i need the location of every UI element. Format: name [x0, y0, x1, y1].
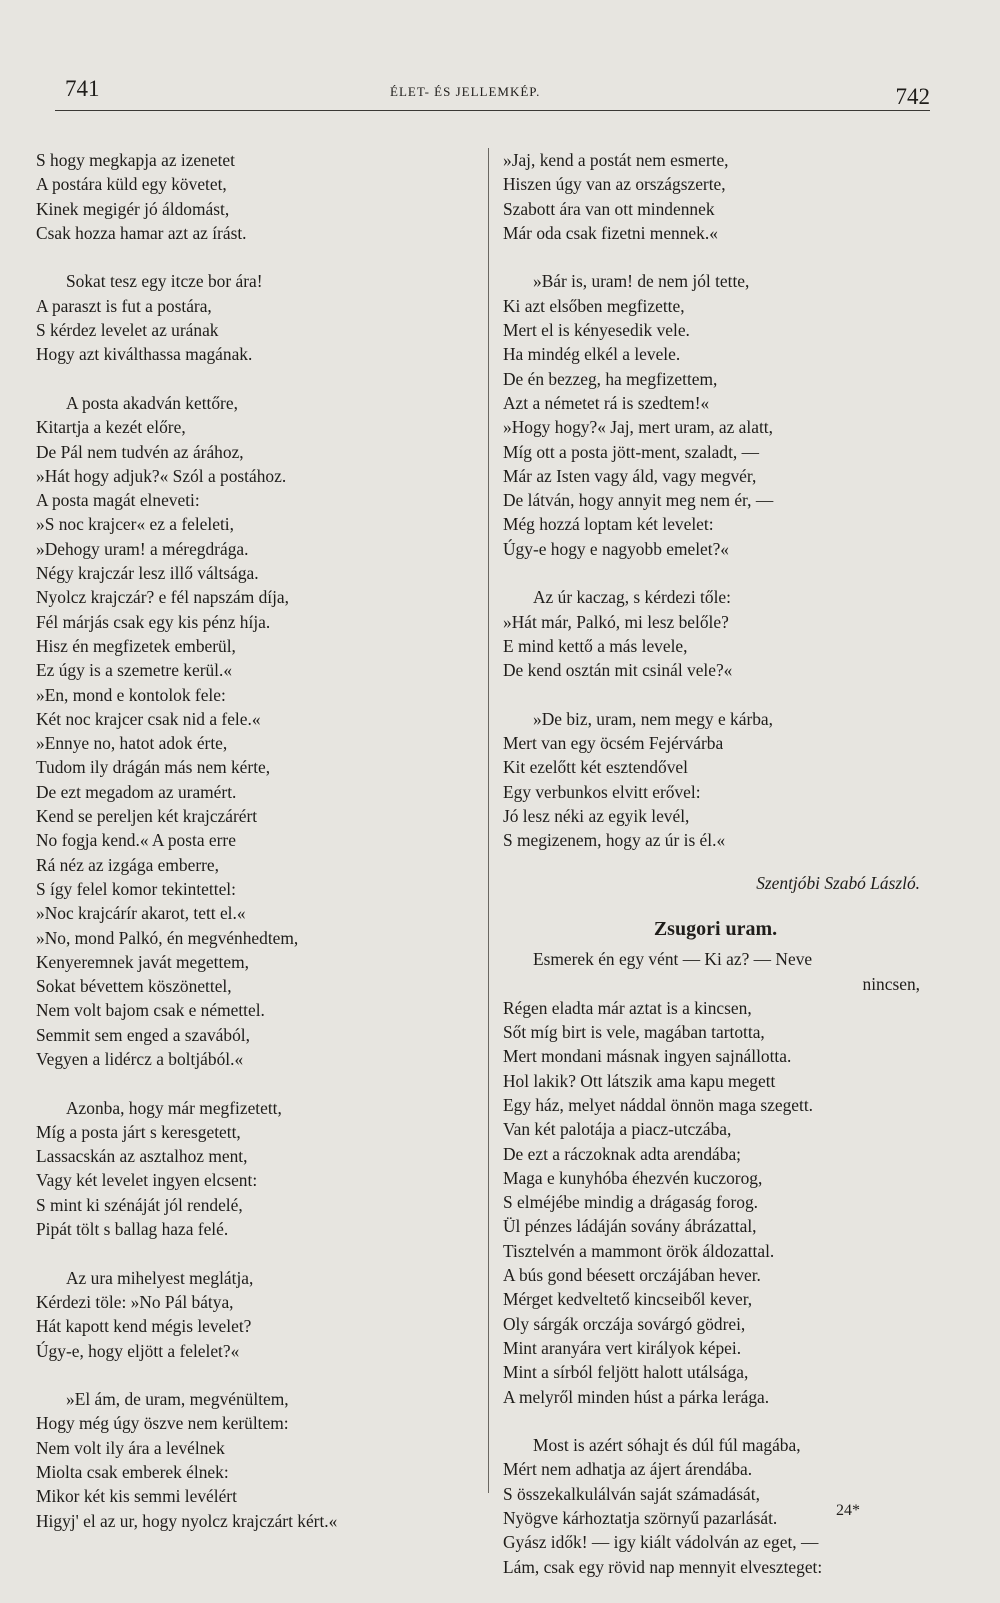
verse-line: Sőt míg birt is vele, magában tartotta, [503, 1022, 765, 1043]
verse-line: Nem volt ily ára a levélnek [36, 1437, 225, 1458]
verse-line: No fogja kend.« A posta erre [36, 830, 236, 851]
verse-line: Mint aranyára vert királyok képei. [503, 1337, 742, 1358]
verse-line: De ezt megadom az uramért. [36, 781, 237, 802]
verse-line: Úgy-e, hogy eljött a felelet?« [36, 1340, 240, 1361]
verse-line: Oly sárgák orczája sovárgó gödrei, [503, 1313, 746, 1334]
author-signature: Szentjóbi Szabó László. [756, 872, 920, 893]
verse-line: Gyász idők! — igy kiált vádolván az eget, — [503, 1532, 819, 1553]
stanza [36, 1096, 461, 1242]
verse-line: Az ura mihelyest meglátja, [66, 1267, 254, 1288]
verse-line: »Bár is, uram! de nem jól tette, [533, 271, 750, 292]
verse-line: Mert el is kényesedik vele. [503, 320, 690, 341]
verse-line: Már az Isten vagy áld, vagy megvér, [503, 465, 757, 486]
verse-line: »Hát már, Palkó, mi lesz belőle? [503, 611, 729, 632]
verse-line: »No, mond Palkó, én megvénhedtem, [36, 927, 299, 948]
verse-line: Négy krajczár lesz illő váltsága. [36, 563, 259, 584]
verse-line: S összekalkulálván saját számadását, [503, 1483, 760, 1504]
verse-line: Már oda csak fizetni mennek.« [503, 222, 718, 243]
poem2-first-line: Esmerek én egy vént — Ki az? — Neve [533, 949, 813, 970]
verse-line: »El ám, de uram, megvénültem, [66, 1389, 289, 1410]
verse-line: »De biz, uram, nem megy e kárba, [533, 708, 773, 729]
verse-line: Most is azért sóhajt és dúl fúl magába, [533, 1435, 801, 1456]
verse-line: Nem volt bajom csak e némettel. [36, 1000, 265, 1021]
verse-line: Kinek megigér jó áldomást, [36, 198, 230, 219]
verse-line: S kérdez levelet az urának [36, 320, 219, 341]
stanza [36, 1387, 461, 1533]
verse-line: A bús gond béesett orczájában hever. [503, 1265, 761, 1286]
verse-line: De látván, hogy annyit meg nem ér, — [503, 490, 774, 511]
verse-line: De én bezzeg, ha megfizettem, [503, 368, 718, 389]
verse-line: Régen eladta már aztat is a kincsen, [503, 997, 752, 1018]
page-header [55, 70, 930, 111]
verse-line: »En, mond e kontolok fele: [36, 684, 226, 705]
verse-line: A posta akadván kettőre, [66, 392, 238, 413]
verse-line: Maga e kunyhóba éhezvén kuczorog, [503, 1167, 763, 1188]
verse-line: Mért nem adhatja az ájert árendába. [503, 1459, 753, 1480]
verse-line: S elméjébe mindig a drágaság forog. [503, 1192, 758, 1213]
verse-line: Míg a posta járt s keresgetett, [36, 1121, 241, 1142]
verse-line: De Pál nem tudvén az árához, [36, 441, 244, 462]
verse-line: Lassacskán az asztalhoz ment, [36, 1146, 248, 1167]
verse-line: Csak hozza hamar azt az írást. [36, 222, 247, 243]
verse-line: Semmit sem enged a szavából, [36, 1024, 250, 1045]
verse-line: »S noc krajcer« ez a feleleti, [36, 514, 234, 535]
verse-line: Hisz én megfizetek emberül, [36, 635, 236, 656]
verse-line: Miolta csak emberek élnek: [36, 1462, 229, 1483]
stanza [36, 269, 461, 366]
verse-line: Ül pénzes ládáján sovány ábrázattal, [503, 1216, 757, 1237]
verse-line: Kend se pereljen két krajczárért [36, 806, 258, 827]
verse-line: S megizenem, hogy az úr is él.« [503, 830, 726, 851]
stanza [36, 148, 461, 245]
verse-line: Mikor két kis semmi levélért [36, 1486, 237, 1507]
verse-line: Míg ott a posta jött-ment, szaladt, — [503, 441, 759, 462]
verse-line: A melyről minden húst a párka lerága. [503, 1386, 770, 1407]
poem1-continuation [503, 148, 928, 853]
verse-line: »Jaj, kend a postát nem esmerte, [503, 150, 729, 170]
stanza [36, 1266, 461, 1363]
left-column [36, 148, 461, 1557]
verse-line: »Hogy hogy?« Jaj, mert uram, az alatt, [503, 417, 773, 438]
verse-line: »Ennye no, hatot adok érte, [36, 733, 228, 754]
signature-mark: 24* [836, 1502, 860, 1519]
verse-line: Kérdezi töle: »No Pál bátya, [36, 1291, 234, 1312]
poem2-first-line-cont: nincsen, [862, 973, 920, 994]
verse-line: Kitartja a kezét előre, [36, 417, 186, 438]
verse-line: S így felel komor tekintettel: [36, 878, 236, 899]
poem2-title: Zsugori uram. [653, 918, 778, 941]
verse-line: Két noc krajcer csak nid a fele.« [36, 708, 261, 729]
verse-line: Kenyeremnek javát megettem, [36, 951, 249, 972]
verse-line: Ez úgy is a szemetre kerül.« [36, 660, 233, 681]
verse-line: Mint a sírból feljött halott utálsága, [503, 1362, 749, 1383]
verse-line: Úgy-e hogy e nagyobb emelet?« [503, 538, 730, 559]
verse-line: Jó lesz néki az egyik levél, [503, 806, 690, 827]
verse-line: Kit ezelőtt két esztendővel [503, 757, 688, 778]
verse-line: Fél márjás csak egy kis pénz híja. [36, 611, 271, 632]
stanza [503, 269, 928, 561]
poem2-stanza [503, 1433, 928, 1579]
verse-line: Hogy azt kiválthassa magának. [36, 344, 253, 365]
verse-line: Egy verbunkos elvitt erővel: [503, 781, 701, 802]
stanza [503, 585, 928, 682]
verse-line: A paraszt is fut a postára, [36, 295, 212, 316]
verse-line: Hogy még úgy öszve nem kerültem: [36, 1413, 289, 1434]
verse-line: Tisztelvén a mammont örök áldozattal. [503, 1240, 775, 1261]
verse-line: Vegyen a lidércz a boltjából.« [36, 1048, 244, 1069]
verse-line: »Noc krajcárír akarot, tett el.« [36, 903, 246, 924]
verse-line: Nyolcz krajczár? e fél napszám díja, [36, 587, 289, 608]
verse-line: Még hozzá loptam két levelet: [503, 514, 714, 535]
verse-line: Az úr kaczag, s kérdezi tőle: [533, 587, 731, 608]
verse-line: Lám, csak egy rövid nap mennyit elveszteget: [503, 1556, 823, 1577]
verse-line: Egy ház, melyet náddal önnön maga szegett. [503, 1094, 814, 1115]
verse-line: Szabott ára van ott mindennek [503, 198, 715, 219]
verse-line: Rá néz az izgága emberre, [36, 854, 219, 875]
page-number-right: 742 [895, 84, 930, 109]
running-head: ÉLET- ÉS JELLEMKÉP. [390, 84, 541, 99]
verse-line: S mint ki szénáját jól rendelé, [36, 1194, 243, 1215]
verse-line: E mind kettő a más levele, [503, 635, 688, 656]
verse-line: Tudom ily drágán más nem kérte, [36, 757, 271, 778]
verse-line: Sokat tesz egy itcze bor ára! [66, 271, 263, 292]
verse-line: Mert mondani másnak ingyen sajnállotta. [503, 1046, 792, 1067]
verse-line: De ezt a ráczoknak adta arendába; [503, 1143, 742, 1164]
verse-line: »Hát hogy adjuk?« Szól a postához. [36, 465, 287, 486]
verse-line: Sokat bévettem köszönettel, [36, 976, 232, 997]
verse-line: Pipát tölt s ballag haza felé. [36, 1219, 229, 1240]
verse-line: A posta magát elneveti: [36, 490, 200, 511]
right-column [503, 148, 928, 1603]
verse-line: S hogy megkapja az izenetet [36, 150, 235, 170]
column-divider [488, 148, 489, 1493]
stanza [36, 391, 461, 1071]
verse-line: Azt a németet rá is szedtem!« [503, 392, 710, 413]
page-number-left: 741 [65, 76, 100, 101]
verse-line: Vagy két levelet ingyen elcsent: [36, 1170, 258, 1191]
verse-line: Hol lakik? Ott látszik ama kapu megett [503, 1070, 776, 1091]
verse-line: De kend osztán mit csinál vele?« [503, 660, 733, 681]
verse-line: Nyögve kárhoztatja szörnyű pazarlását. [503, 1508, 778, 1529]
verse-line: Mérget kedveltető kincseiből kever, [503, 1289, 753, 1310]
verse-line: »Dehogy uram! a méregdrága. [36, 538, 249, 559]
stanza [503, 148, 928, 245]
verse-line: Ha mindég elkél a levele. [503, 344, 681, 365]
verse-line: Hát kapott kend mégis levelet? [36, 1316, 252, 1337]
verse-line: A postára küld egy követet, [36, 174, 227, 195]
poem2-stanza [503, 996, 928, 1409]
verse-line: Hiszen úgy van az országszerte, [503, 174, 726, 195]
verse-line: Azonba, hogy már megfizetett, [66, 1097, 282, 1118]
verse-line: Mert van egy öcsém Fejérvárba [503, 733, 724, 754]
verse-line: Ki azt elsőben megfizette, [503, 295, 685, 316]
stanza [503, 707, 928, 853]
verse-line: Van két palotája a piacz-utczába, [503, 1119, 732, 1140]
verse-line: Higyj' el az ur, hogy nyolcz krajczárt kért.« [36, 1510, 338, 1531]
